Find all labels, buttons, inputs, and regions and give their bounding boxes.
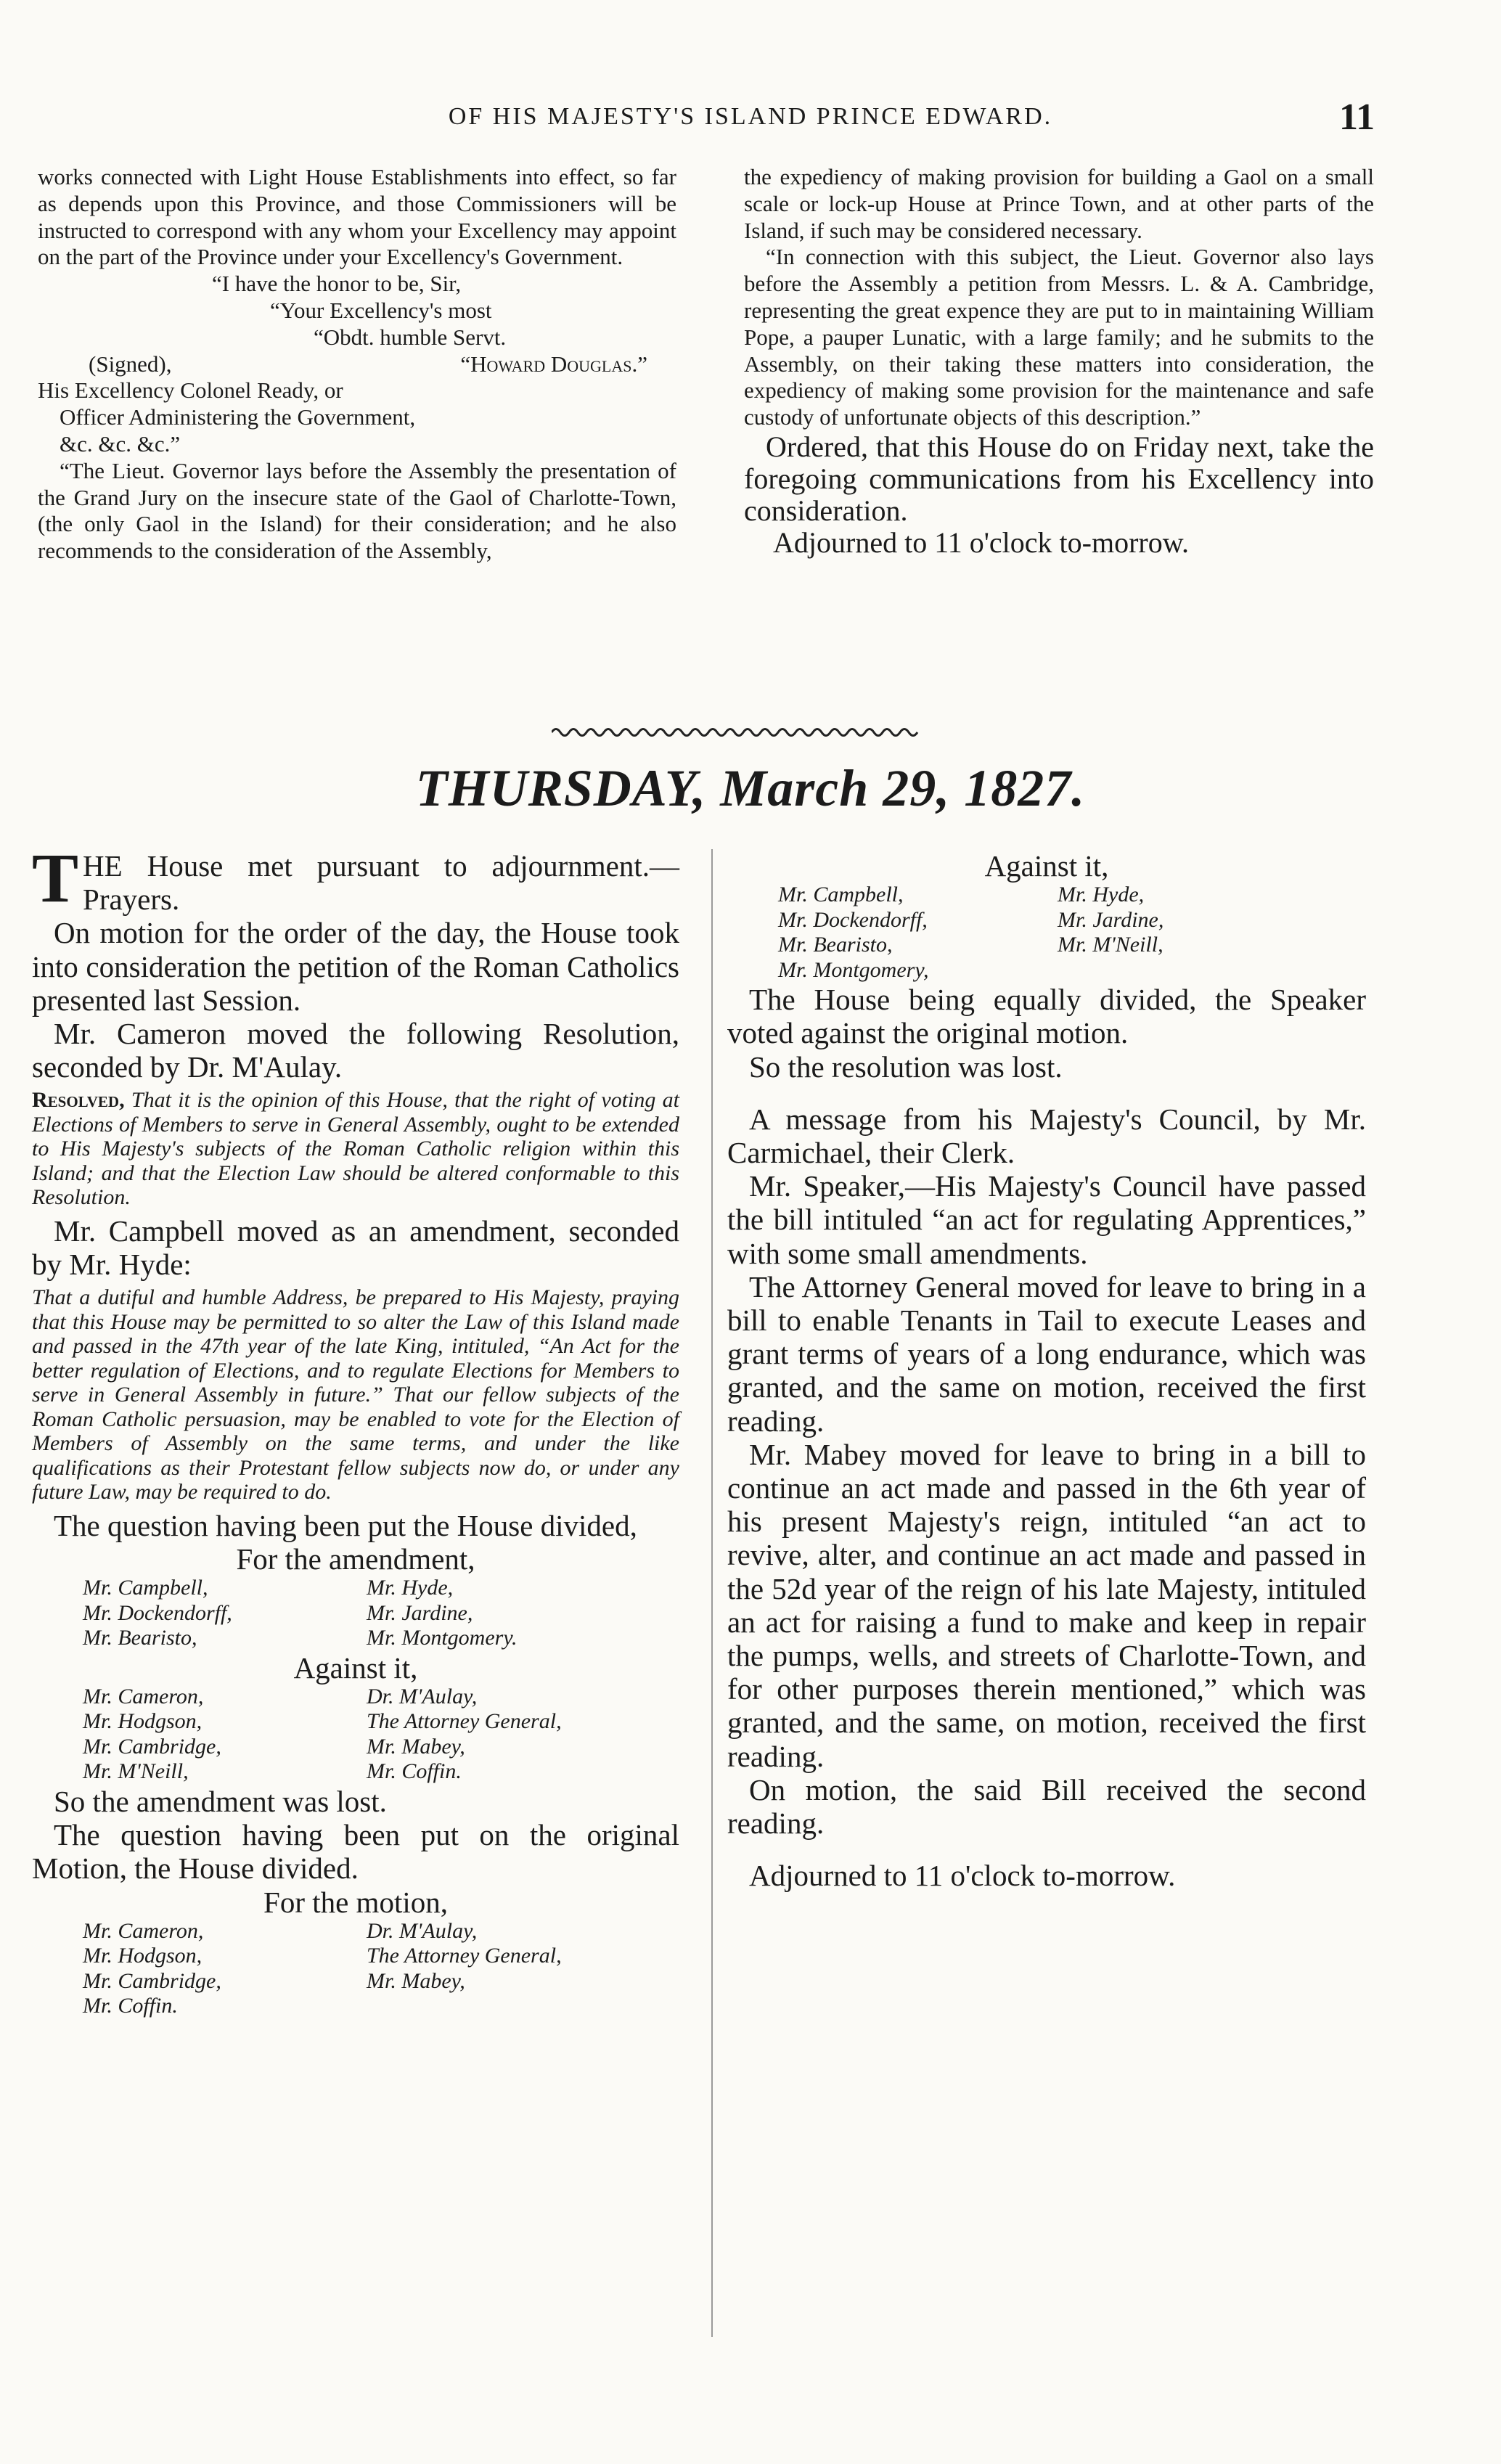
member-name: Mr. Hodgson, [83, 1709, 203, 1734]
running-head: OF HIS MAJESTY'S ISLAND PRINCE EDWARD. [448, 103, 1053, 130]
paragraph: The House being equally divided, the Speaker voted against the original motion. [727, 983, 1366, 1050]
member-name: Mr. Dockendorff, [778, 907, 928, 932]
vote-heading: For the amendment, [236, 1542, 475, 1576]
opening-paragraph [32, 839, 679, 917]
member-name: Mr. M'Neill, [1058, 933, 1163, 957]
amendment-text: That a dutiful and humble Address, be prepared to His Majesty, praying that this House may be permitted to so alter the Law of this Island made and passed in the 47th year of the late King, intituled, “An Act for the better regulation of Elections, and to regulate Elections for Members to serve in General Assembly in future.” That our fellow subjects of the Roman Catholic persuasion, may be enabled to vote for the Election of Members of Assembly on the same terms, and under the like qualifications as their Protestant fellow subjects now do, or under any future Law, may be required to do. [32, 1285, 679, 1505]
paragraph: Mr. Speaker,—His Majesty's Council have passed the bill intituled “an act for regulating Apprentices,” with some small amendments. [727, 1169, 1366, 1270]
member-name: Mr. Cameron, [83, 1684, 204, 1708]
paragraph: Mr. Mabey moved for leave to bring in a bill to continue an act made and passed in the 6th year of his present Majesty's reign, intituled “an act to revive, alter, and continue an act made and passed in the 52d year of the reign of his late Majesty, intituled an act for raising a fund to make and keep in repair the pumps, wells, and streets of Charlotte-Town, and for other purposes therein mentioned,” which was granted, and the same, on motion, received the first reading. [727, 1437, 1366, 1773]
paragraph: The question having been put on the original Motion, the House divided. [32, 1818, 679, 1886]
member-name: Mr. Jardine, [367, 1600, 473, 1625]
member-name: Mr. Hyde, [1058, 883, 1145, 907]
paragraph: So the amendment was lost. [54, 1784, 387, 1818]
letter-closing: “I have the honor to be, Sir, [212, 271, 462, 297]
name-list [32, 1685, 679, 1785]
member-name: Mr. Mabey, [367, 1968, 465, 1993]
opening-text: HE House met pursuant to adjournment.—Prayers. [83, 849, 679, 917]
member-name: The Attorney General, [367, 1709, 562, 1734]
resolution-text [32, 1084, 679, 1214]
top-left-column [38, 164, 676, 565]
addressee: &c. &c. &c.” [60, 430, 181, 457]
name-list [32, 1576, 679, 1651]
member-name: Mr. Coffin. [367, 1759, 462, 1784]
adjourned-line: Adjourned to 11 o'clock to-morrow. [773, 525, 1190, 559]
paragraph: the expediency of making provision for building a Gaol on a small scale or lock-up House at Prince Town, and at other parts of the Island, if such may be considered necessary. [744, 164, 1374, 243]
paragraph: Mr. Campbell moved as an amendment, seconded by Mr. Hyde: [32, 1213, 679, 1282]
paragraph: Mr. Cameron moved the following Resolution, seconded by Dr. M'Aulay. [32, 1017, 679, 1084]
signature-row [38, 351, 676, 378]
addressee: His Excellency Colonel Ready, or [38, 377, 343, 404]
member-name: Mr. Bearisto, [83, 1626, 197, 1650]
paragraph: On motion for the order of the day, the House took into consideration the petition of the Roman Catholics presented last Session. [32, 916, 679, 1017]
paragraph: The Attorney General moved for leave to bring in a bill to enable Tenants in Tail to execute Leases and grant terms of years of a long endurance, which was granted, and the same on motion, received the first reading. [727, 1269, 1366, 1438]
letter-closing: “Your Excellency's most [270, 297, 492, 323]
top-right-column [744, 164, 1374, 559]
page-number: 11 [1339, 97, 1375, 138]
paragraph: works connected with Light House Establishments into effect, so far as depends upon this Province, and those Commissioners will be instructed to correspond with any whom your Excellency may appoint on the part of the Province under your Excellency's Government. [38, 164, 676, 270]
member-name: Mr. Dockendorff, [83, 1600, 232, 1625]
name-list [727, 883, 1366, 983]
left-column [32, 839, 679, 2019]
date-heading: THURSDAY, March 29, 1827. [415, 759, 1086, 817]
drop-cap: T [32, 839, 79, 917]
paragraph: The question having been put the House divided, [54, 1508, 637, 1542]
member-name: Mr. Cameron, [83, 1918, 204, 1943]
member-name: Dr. M'Aulay, [367, 1684, 478, 1708]
paragraph: “In connection with this subject, the Lieut. Governor also lays before the Assembly a petition from Messrs. L. & A. Cambridge, representing the great expence they are put to in maintaining William Pope, a pauper Lunatic, with a large family; and he submits to the Assembly, on their taking these matters into consideration, the expediency of making some provision for the maintenance and safe custody of unfortunate objects of this description.” [744, 244, 1374, 430]
signed-label: (Signed), [89, 351, 172, 377]
member-name: Mr. Jardine, [1058, 907, 1164, 932]
letter-closing: “Obdt. humble Servt. [314, 324, 507, 350]
member-name: Mr. Montgomery. [367, 1626, 518, 1650]
member-name: Mr. Hodgson, [83, 1944, 203, 1968]
signature-name: “Howard Douglas.” [460, 351, 647, 377]
vote-heading: For the motion, [263, 1885, 448, 1919]
column-divider [711, 849, 713, 2337]
paragraph: A message from his Majesty's Council, by Mr. Carmichael, their Clerk. [727, 1102, 1366, 1170]
member-name: Mr. Montgomery, [778, 957, 929, 982]
member-name: Mr. Bearisto, [778, 933, 893, 957]
resolution-body: That it is the opinion of this House, that the right of voting at Elections of Members to serve in General Assembly, ought to be extended to His Majesty's subjects of the Roman Catholic religion within this Island; and that the Election Law should be altered conformable to this Resolution. [32, 1088, 679, 1210]
member-name: Mr. Hyde, [367, 1576, 454, 1600]
paragraph: So the resolution was lost. [749, 1049, 1063, 1084]
right-column [727, 849, 1366, 1892]
member-name: Mr. Coffin. [83, 1994, 178, 2018]
member-name: Mr. Cambridge, [83, 1968, 221, 1993]
member-name: Mr. M'Neill, [83, 1759, 189, 1784]
member-name: Mr. Cambridge, [83, 1734, 221, 1759]
decorative-rule [552, 726, 922, 739]
ordered-paragraph: Ordered, that this House do on Friday next, take the foregoing communications from his Excellency into consideration. [744, 430, 1374, 527]
member-name: Mr. Campbell, [778, 883, 904, 907]
member-name: The Attorney General, [367, 1944, 562, 1968]
spacer [727, 1840, 1366, 1859]
spacer [727, 1084, 1366, 1102]
member-name: Mr. Mabey, [367, 1734, 465, 1759]
paragraph: “The Lieut. Governor lays before the Assembly the presentation of the Grand Jury on the insecure state of the Gaol of Charlotte-Town, (the only Gaol in the Island) for their consideration; and he also recommends to the consideration of the Assembly, [38, 457, 676, 564]
member-name: Mr. Campbell, [83, 1576, 208, 1600]
resolution-lead: Resolved, [32, 1088, 125, 1113]
name-list [32, 1919, 679, 2019]
adjourned-line: Adjourned to 11 o'clock to-morrow. [749, 1859, 1176, 1893]
member-name: Dr. M'Aulay, [367, 1918, 478, 1943]
vote-heading: Against it, [293, 1650, 418, 1685]
paragraph: On motion, the said Bill received the second reading. [727, 1772, 1366, 1841]
vote-heading: Against it, [984, 849, 1109, 883]
addressee: Officer Administering the Government, [60, 404, 416, 430]
